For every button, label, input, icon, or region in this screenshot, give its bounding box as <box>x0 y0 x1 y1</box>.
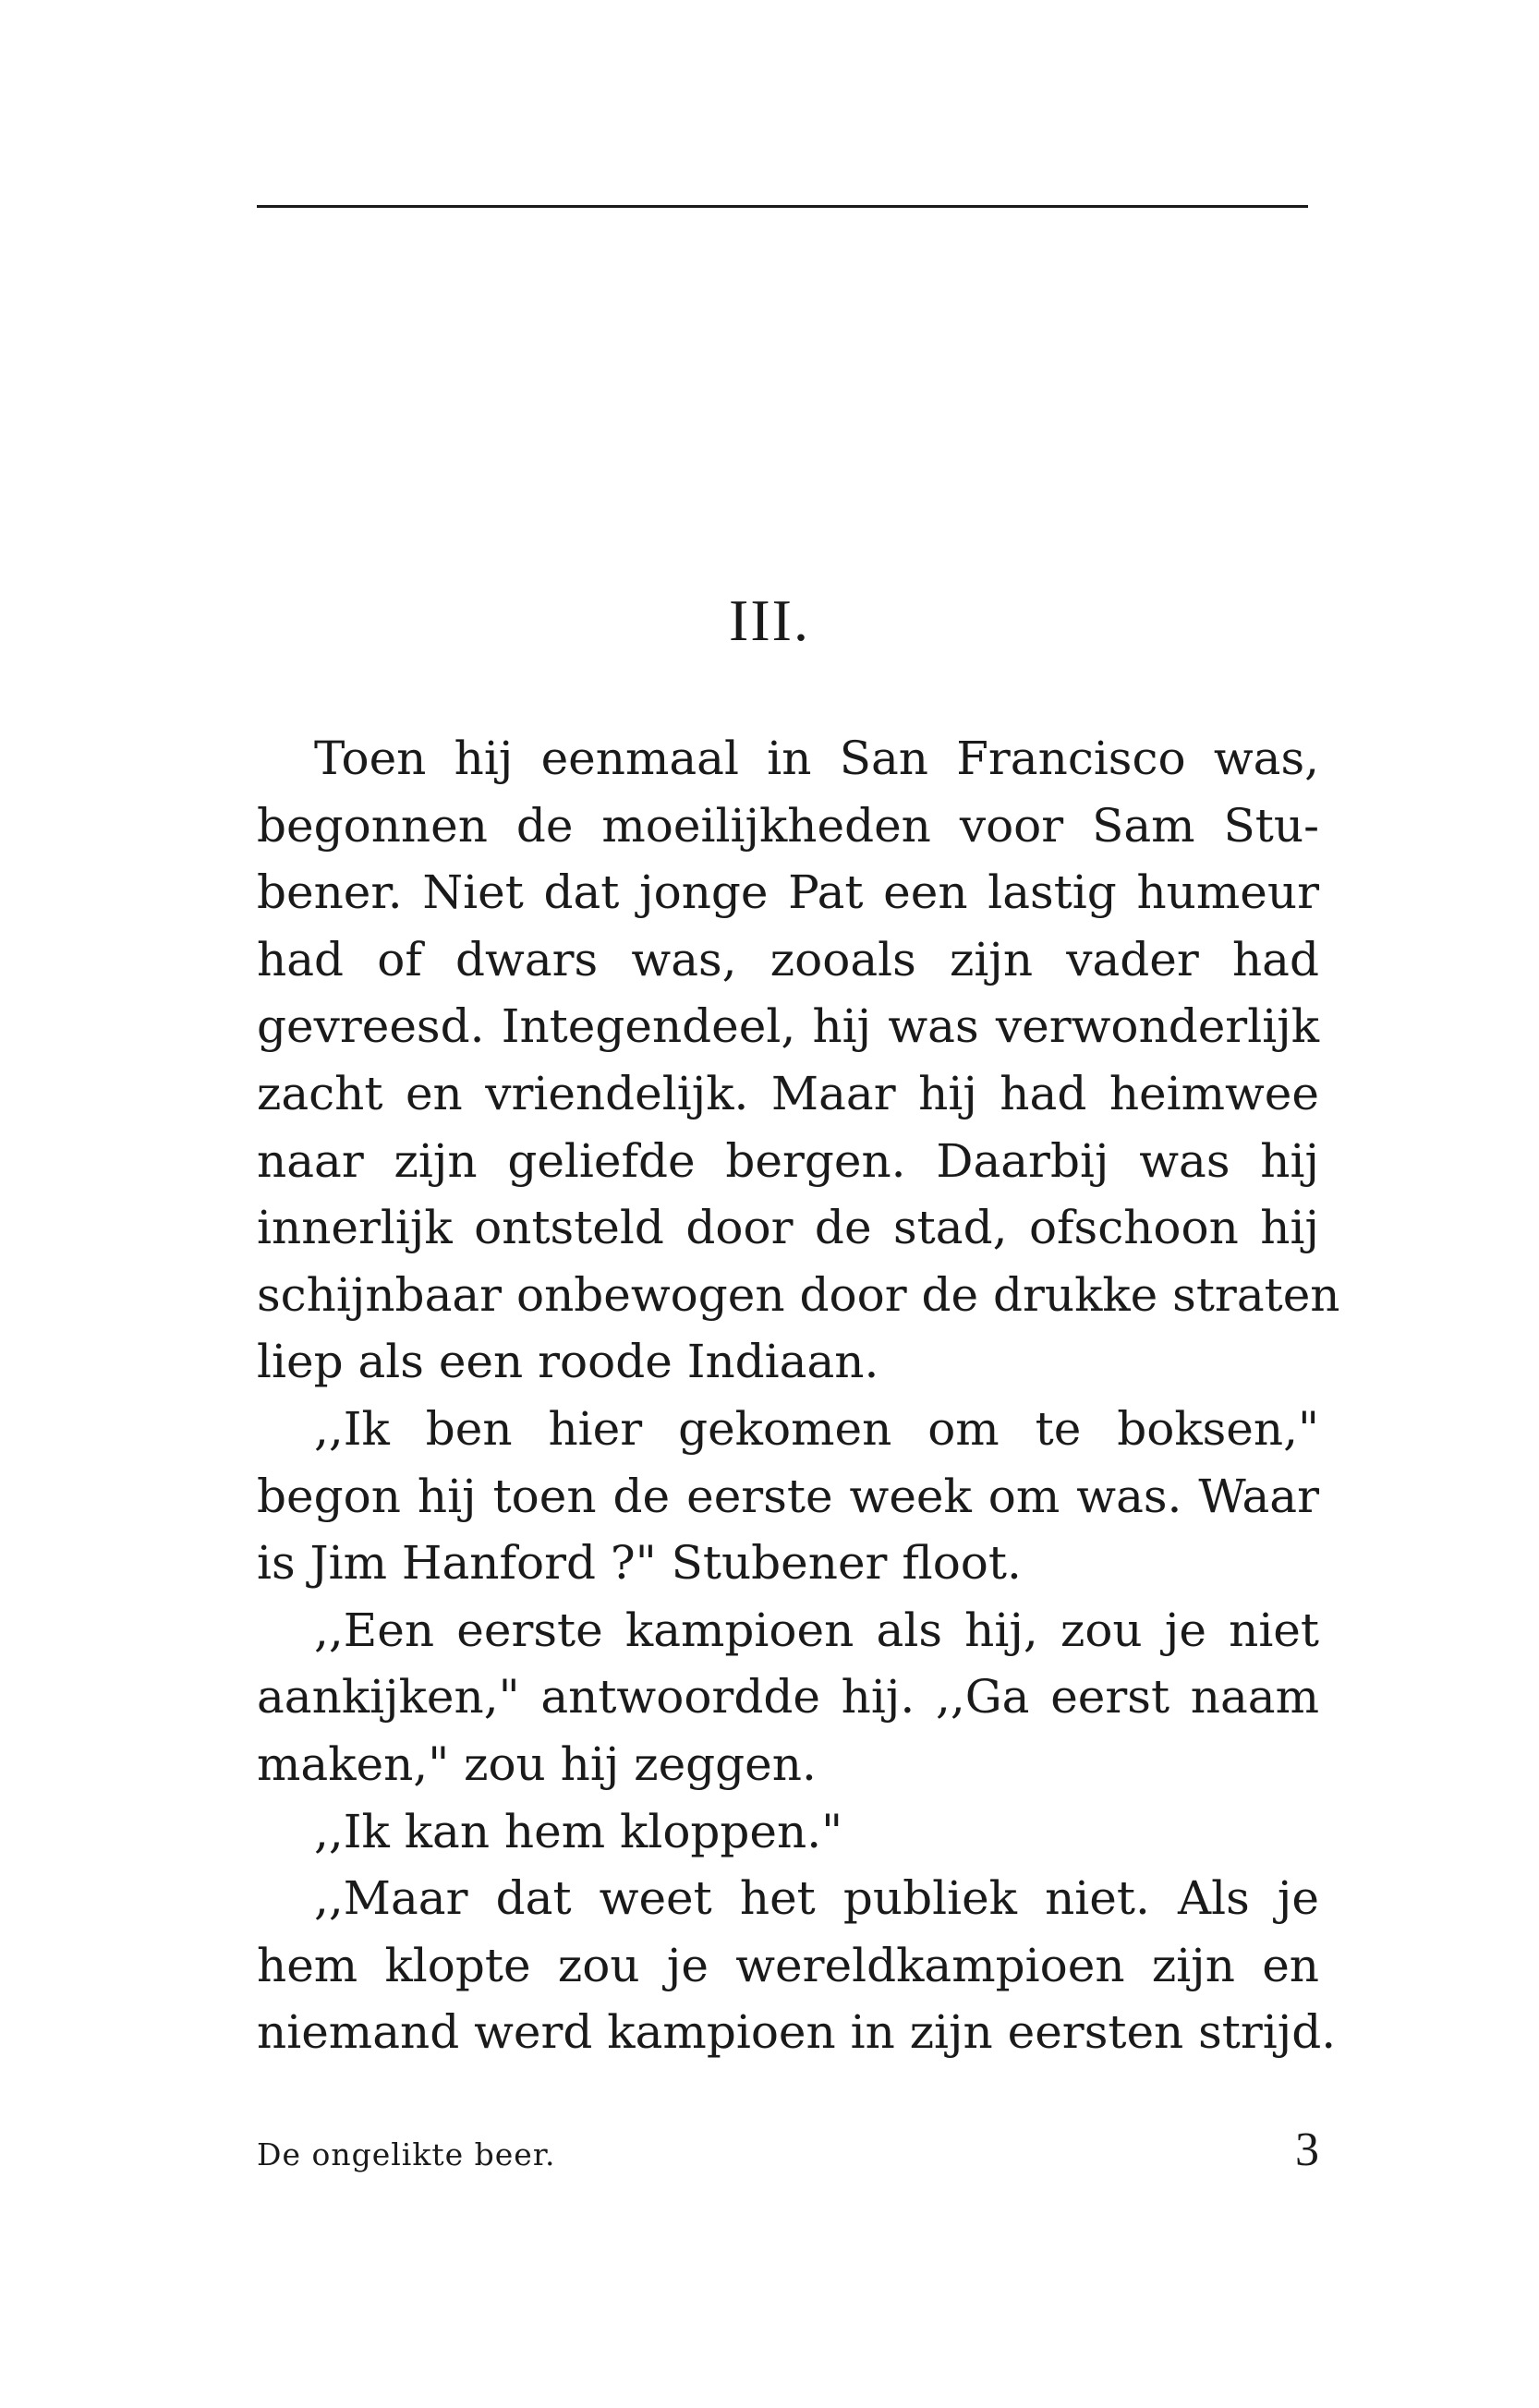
text-line: ,,Een eerste kampioen als hij, zou je niet <box>314 1603 1319 1657</box>
text-line: is Jim Hanford ?" Stubener floot. <box>257 1536 1022 1591</box>
body-text <box>257 725 1340 2066</box>
chapter-heading: III. <box>729 587 810 653</box>
page-number: 3 <box>1295 2124 1319 2176</box>
text-line: bener. Niet dat jonge Pat een lastig humeur <box>257 865 1319 920</box>
text-line: maken," zou hij zeggen. <box>257 1736 817 1791</box>
text-line: gevreesd. Integendeel, hij was verwonderlijk <box>257 999 1319 1054</box>
text-line: ,,Maar dat weet het publiek niet. Als je <box>314 1871 1319 1926</box>
text-line: niemand werd kampioen in zijn eersten strijd. <box>257 2005 1337 2060</box>
text-line: aankijken," antwoordde hij. ,,Ga eerst naam <box>257 1670 1319 1724</box>
text-line: begonnen de moeilijkheden voor Sam Stu- <box>257 798 1319 853</box>
text-line: begon hij toen de eerste week om was. Waar <box>257 1469 1319 1523</box>
text-line: schijnbaar onbewogen door de drukke straten <box>257 1267 1340 1322</box>
text-line: Toen hij eenmaal in San Francisco was, <box>314 732 1319 785</box>
text-line: had of dwars was, zooals zijn vader had <box>257 932 1319 986</box>
text-line: zacht en vriendelijk. Maar hij had heimwee <box>257 1066 1319 1120</box>
text-line: liep als een roode Indiaan. <box>257 1335 879 1389</box>
running-title: De ongelikte beer. <box>257 2136 556 2172</box>
text-line: naar zijn geliefde bergen. Daarbij was hij <box>257 1133 1319 1188</box>
text-line: ,,Ik kan hem kloppen." <box>314 1804 843 1858</box>
text-line: ,,Ik ben hier gekomen om te boksen," <box>314 1401 1319 1456</box>
page-footer <box>257 2123 1319 2177</box>
text-line: innerlijk ontsteld door de stad, ofschoon hij <box>257 1201 1319 1255</box>
header-rule <box>257 205 1308 208</box>
text-line: hem klopte zou je wereldkampioen zijn en <box>257 1938 1319 1992</box>
